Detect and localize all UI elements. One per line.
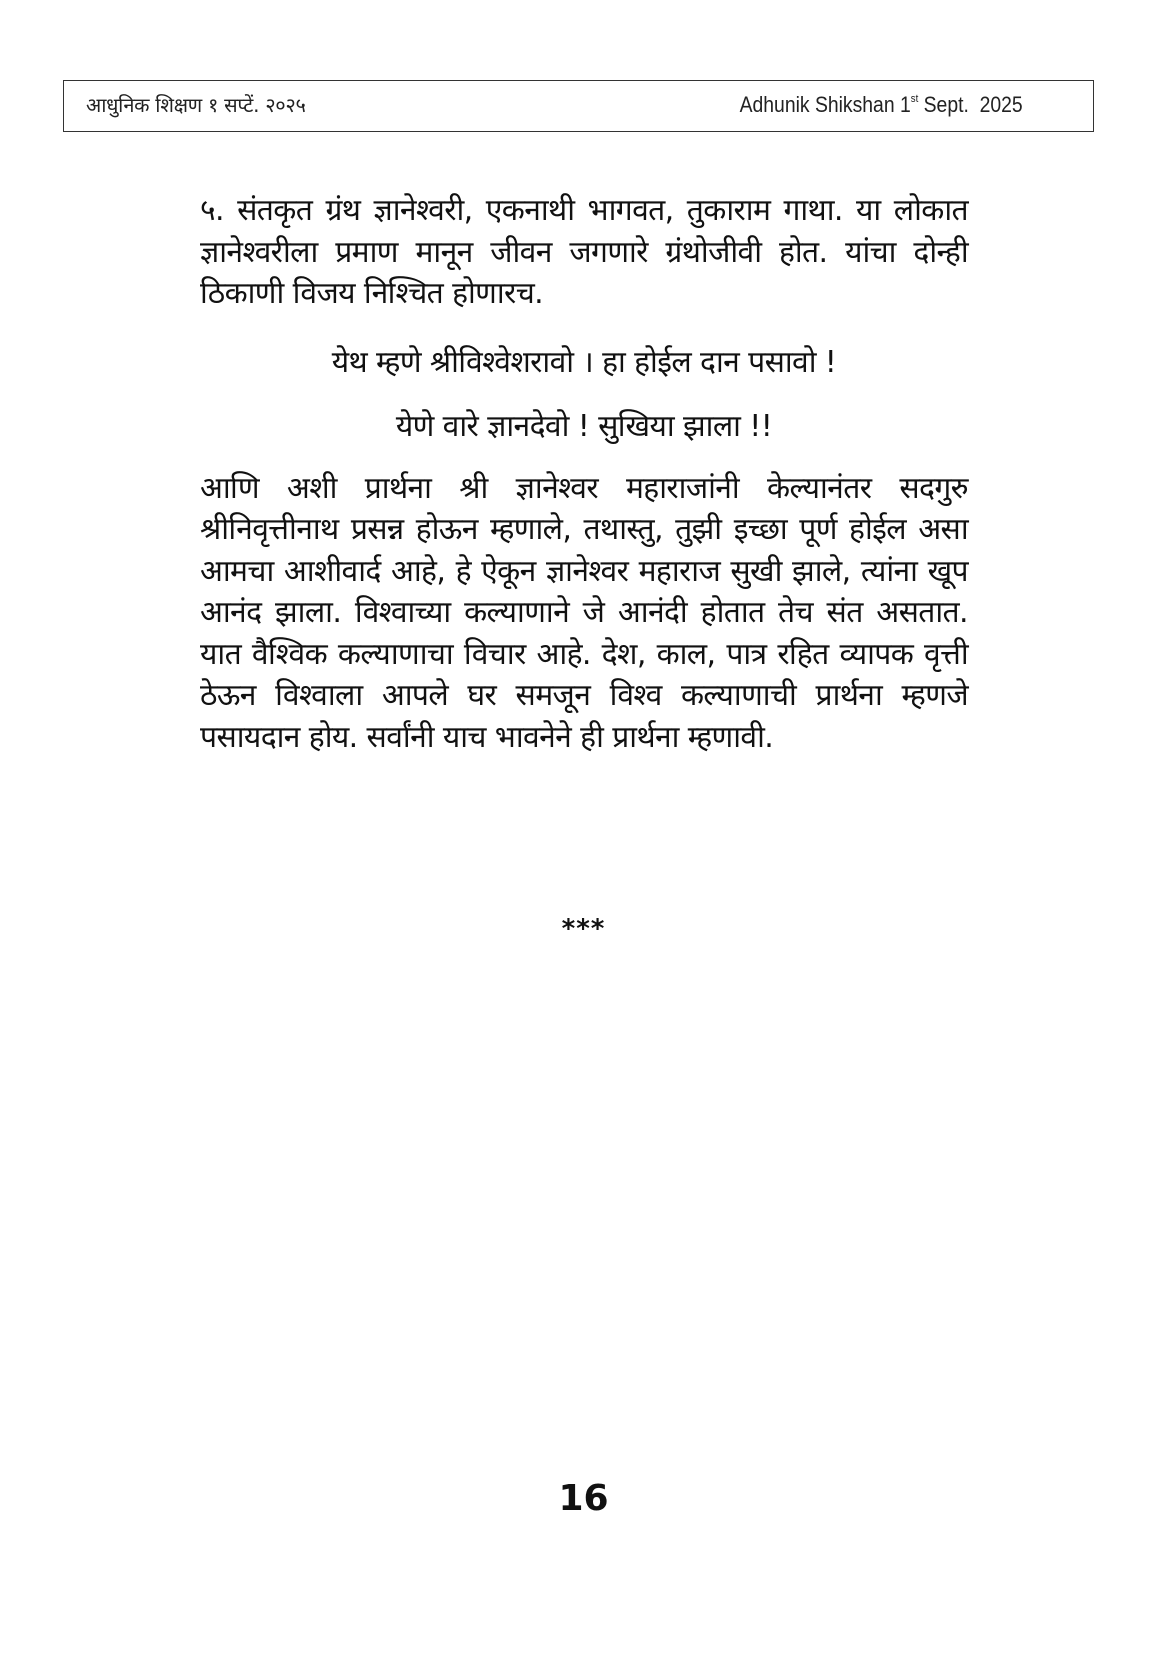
article-body xyxy=(200,190,968,758)
verse-line-1: येथ म्हणे श्रीविश्वेशरावो । हा होईल दान पसावो ! xyxy=(331,344,837,380)
paragraph-point-5: ५. संतकृत ग्रंथ ज्ञानेश्वरी, एकनाथी भागवत, तुकाराम गाथा. या लोकात ज्ञानेश्वरीला प्रमाण मानून जीवन जगणारे ग्रंथोजीवी होत. यांचा दोन्ही ठिकाणी विजय निश्चित होणारच. xyxy=(200,193,968,311)
paragraph-conclusion: आणि अशी प्रार्थना श्री ज्ञानेश्वर महाराजांनी केल्यानंतर सदगुरु श्रीनिवृत्तीनाथ प्रसन्न होऊन म्हणाले, तथास्तु, तुझी इच्छा पूर्ण होईल असा आमचा आशीवार्द आहे, हे ऐकून ज्ञानेश्वर महाराज सुखी झाले, त्यांना खूप आनंद झाला. विश्वाच्या कल्याणाने जे आनंदी होतात तेच संत असतात. यात वैश्विक कल्याणाचा विचार आहे. देश, काल, पात्र रहित व्यापक वृत्ती ठेऊन विश्वाला आपले घर समजून विश्व कल्याणाची प्रार्थना म्हणजे पसायदान होय. सर्वांनी याच भावनेने ही प्रार्थना म्हणावी. xyxy=(200,470,968,755)
header-journal-title-marathi: आधुनिक शिक्षण १ सप्टें. २०२५ xyxy=(86,93,306,117)
header-journal-title-english xyxy=(740,92,1023,118)
header-title-suffix: Sept. 2025 xyxy=(918,92,1023,117)
header-title-prefix: Adhunik Shikshan 1 xyxy=(739,92,912,117)
running-header xyxy=(63,80,1094,132)
section-separator: *** xyxy=(561,914,606,944)
page-number: 16 xyxy=(558,1478,609,1519)
verse-line-2: येणे वारे ज्ञानदेवो ! सुखिया झाला !! xyxy=(395,408,773,444)
header-ordinal-suffix: st xyxy=(911,93,919,105)
